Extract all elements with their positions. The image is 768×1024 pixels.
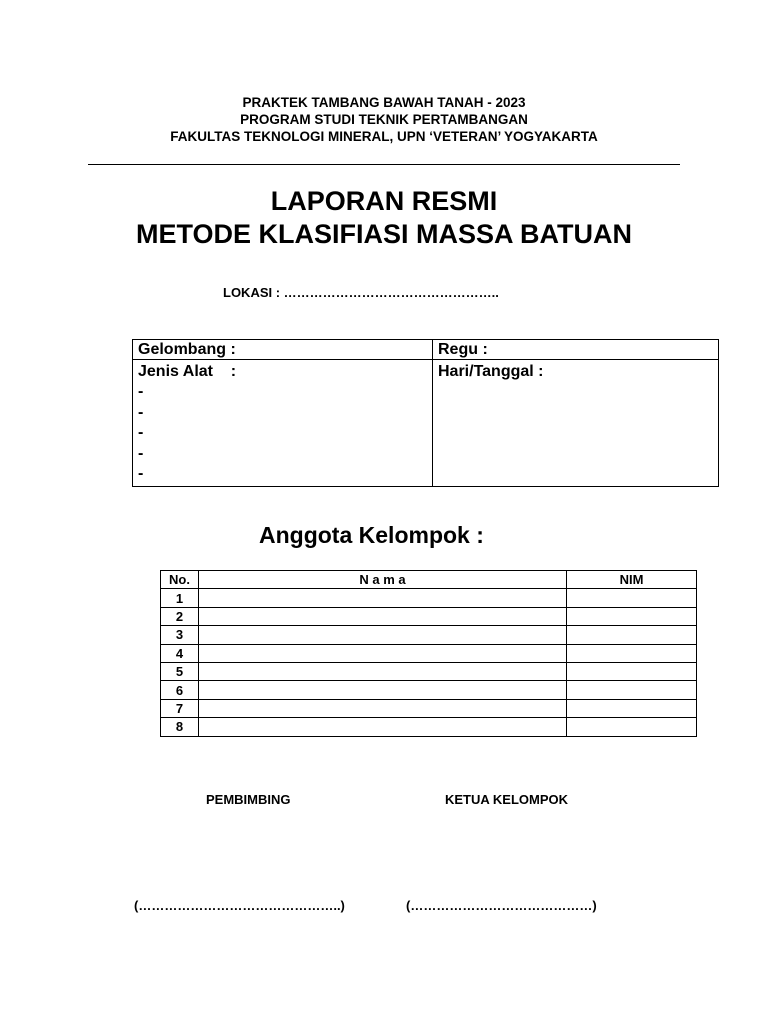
table-row: [161, 607, 697, 625]
table-row: [161, 718, 697, 736]
alat-item: -: [138, 383, 144, 400]
pembimbing-signature-line[interactable]: (………………………………………..): [134, 898, 345, 913]
nama-cell[interactable]: [199, 589, 567, 607]
hari-tanggal-label: Hari/Tanggal :: [438, 363, 544, 380]
nama-cell[interactable]: [199, 718, 567, 736]
table-row: [161, 589, 697, 607]
ketua-signature-line[interactable]: (……………………………………): [406, 898, 597, 913]
header-line-1: PRAKTEK TAMBANG BAWAH TANAH - 2023: [242, 95, 526, 110]
nama-cell[interactable]: [199, 644, 567, 662]
nim-cell[interactable]: [567, 718, 697, 736]
row-number: 2: [161, 607, 199, 625]
pembimbing-label: PEMBIMBING: [206, 792, 291, 807]
nim-cell[interactable]: [567, 589, 697, 607]
hari-tanggal-cell[interactable]: [433, 360, 719, 487]
lokasi-field[interactable]: LOKASI : …………………………………………..: [223, 285, 499, 300]
row-number: 7: [161, 699, 199, 717]
col-no-header: No.: [161, 571, 199, 589]
alat-item: -: [138, 465, 144, 482]
header-line-3: FAKULTAS TEKNOLOGI MINERAL, UPN ‘VETERAN’ YOGYAKARTA: [170, 129, 598, 144]
nim-cell[interactable]: [567, 681, 697, 699]
header-divider: [88, 164, 680, 165]
table-row: [161, 662, 697, 680]
nama-cell[interactable]: [199, 662, 567, 680]
table-row: [161, 644, 697, 662]
alat-item: -: [138, 403, 144, 421]
table-row: [161, 626, 697, 644]
header-line-2: PROGRAM STUDI TEKNIK PERTAMBANGAN: [240, 112, 528, 127]
report-title-line-1: LAPORAN RESMI: [270, 186, 498, 216]
nim-cell[interactable]: [567, 626, 697, 644]
gelombang-cell[interactable]: Gelombang :: [133, 340, 433, 360]
nim-cell[interactable]: [567, 699, 697, 717]
members-header-row: [161, 571, 697, 589]
nim-cell[interactable]: [567, 662, 697, 680]
nim-cell[interactable]: [567, 607, 697, 625]
row-number: 4: [161, 644, 199, 662]
col-nim-header: NIM: [567, 571, 697, 589]
nim-cell[interactable]: [567, 644, 697, 662]
nama-cell[interactable]: [199, 607, 567, 625]
info-table: [132, 339, 719, 487]
nama-cell[interactable]: [199, 681, 567, 699]
table-row: [161, 681, 697, 699]
row-number: 5: [161, 662, 199, 680]
row-number: 3: [161, 626, 199, 644]
alat-item: -: [138, 424, 144, 441]
members-table: [160, 570, 697, 737]
row-number: 1: [161, 589, 199, 607]
regu-cell[interactable]: Regu :: [433, 340, 719, 360]
row-number: 6: [161, 681, 199, 699]
report-title-line-2: METODE KLASIFIASI MASSA BATUAN: [135, 219, 632, 249]
table-row: [161, 699, 697, 717]
col-nama-header: N a m a: [199, 571, 567, 589]
ketua-kelompok-label: KETUA KELOMPOK: [445, 792, 569, 807]
alat-item: -: [138, 444, 144, 462]
row-number: 8: [161, 718, 199, 736]
anggota-heading: Anggota Kelompok :: [259, 522, 484, 548]
jenis-alat-cell[interactable]: [133, 360, 433, 487]
nama-cell[interactable]: [199, 699, 567, 717]
nama-cell[interactable]: [199, 626, 567, 644]
jenis-alat-label: Jenis Alat :: [138, 363, 237, 380]
